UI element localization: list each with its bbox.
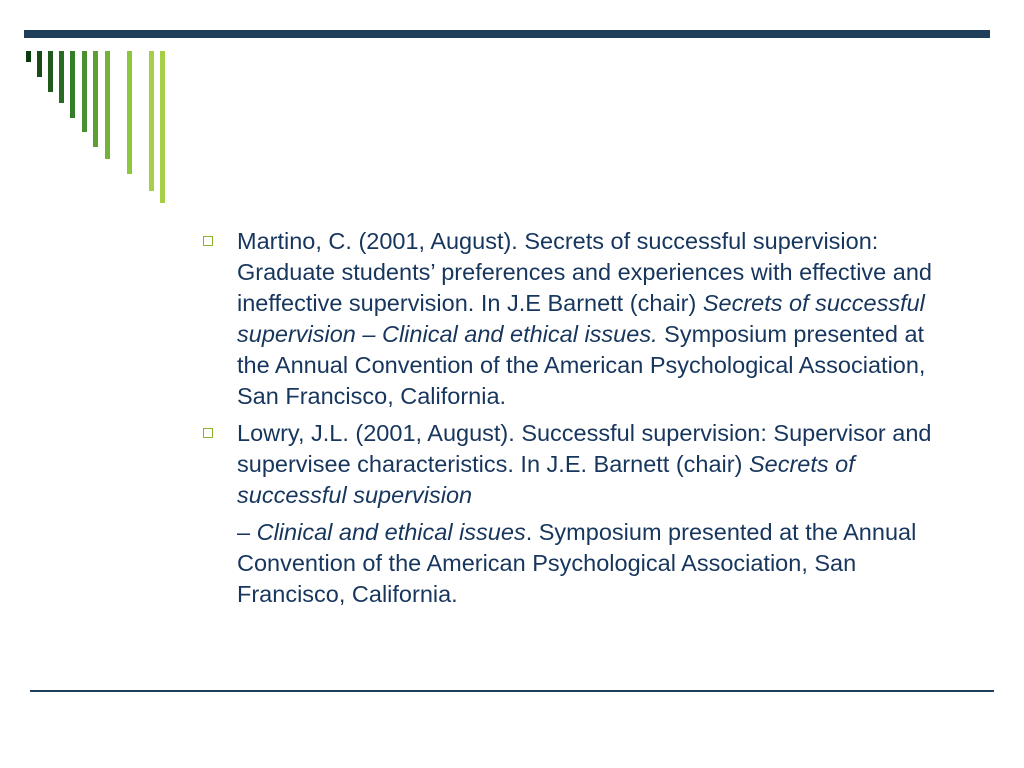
bullet-square-icon <box>203 428 213 438</box>
stripe <box>26 51 31 62</box>
stripe <box>127 51 132 174</box>
stripe <box>48 51 53 92</box>
reference-italic: Clinical and ethical issues <box>256 519 526 545</box>
stripe <box>105 51 110 159</box>
reference-italic: Secrets of successful supervision <box>237 451 855 508</box>
stripe <box>59 51 64 103</box>
stripe <box>70 51 75 118</box>
stripe <box>149 51 154 191</box>
stripe <box>37 51 42 77</box>
reference-text: Martino, C. (2001, August). Secrets of successful supervision: Graduate students’ preferences and experiences with effective and ineffective supervision. In J.E Barnett (chair) <box>237 228 932 316</box>
reference-item-lowry <box>200 418 960 610</box>
reference-item-martino <box>200 226 960 412</box>
reference-tail: Symposium presented at the Annual Convention of the American Psychological Association, San Francisco, California. <box>237 321 926 409</box>
stripe <box>160 51 165 203</box>
slide-content <box>200 226 960 610</box>
bullet-square-icon <box>203 236 213 246</box>
decorative-stripes <box>0 0 200 220</box>
reference-text: Lowry, J.L. (2001, August). Successful supervision: Supervisor and supervisee characteristics. In J.E. Barnett (chair) <box>237 420 932 477</box>
reference-italic: Secrets of successful supervision – Clinical and ethical issues. <box>237 290 925 347</box>
reference-tail: . Symposium presented at the Annual Convention of the American Psychological Association, San Francisco, California. <box>237 519 917 607</box>
bottom-rule <box>30 690 994 692</box>
stripe <box>82 51 87 132</box>
reference-dash: – <box>237 519 257 545</box>
stripe <box>93 51 98 147</box>
